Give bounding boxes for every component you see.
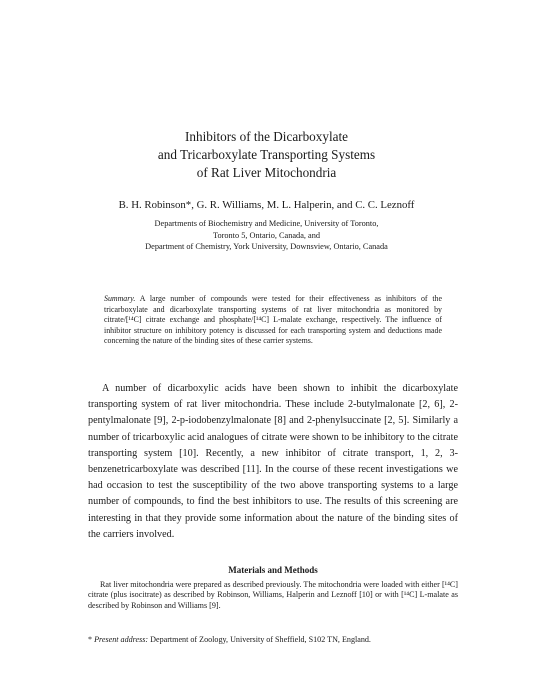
summary-abstract: [104, 294, 442, 347]
footnote: [88, 635, 468, 645]
footnote-label: Present address:: [94, 635, 149, 644]
footnote-marker: *: [88, 635, 93, 644]
affiliations: [40, 218, 493, 253]
intro-paragraph: A number of dicarboxylic acids have been shown to inhibit the dicarboxylate transporting system of rat liver mitochondria. These include 2-butylmalonate [2, 6], 2-pentylmalonate [9], 2-p-iodobenzylmalonate [8] and 2-phenylsuccinate [2, 5]. Similarly a number of tricarboxylic acid analogues of citrate were shown to be inhibitory to the citrate transporting system [10]. Recently, a new inhibitor of citrate transport, 1, 2, 3-benzenetricarboxylate was described [11]. In the course of these recent investigations we had occasion to test the susceptibility of the two above transporting systems to a large number of compounds, to find the best inhibitors to use. The results of this screening are interesting in that they provide some information about the nature of the binding sites of the carriers involved.: [88, 383, 458, 540]
intro-section: [88, 381, 458, 543]
author-list: B. H. Robinson*, G. R. Williams, M. L. Halperin, and C. C. Leznoff: [118, 199, 415, 211]
affiliation-line: Department of Chemistry, York University, Downsview, Ontario, Canada: [145, 242, 388, 252]
methods-section: [88, 580, 458, 611]
title-line: and Tricarboxylate Transporting Systems: [157, 147, 376, 162]
methods-heading: Materials and Methods: [228, 565, 318, 575]
methods-paragraph: Rat liver mitochondria were prepared as described previously. The mitochondria were loaded with either [¹⁴C] citrate (plus isocitrate) as described by Robinson, Williams, Halperin and Leznoff [10] or with [¹⁴C] L-malate as described by Robinson and Williams [9].: [88, 580, 458, 610]
title-line: of Rat Liver Mitochondria: [196, 165, 337, 180]
summary-label: Summary.: [104, 294, 136, 303]
affiliation-line: Toronto 5, Ontario, Canada, and: [212, 230, 321, 240]
footnote-text: Department of Zoology, University of Sheffield, S102 TN, England.: [150, 635, 371, 644]
summary-text: A large number of compounds were tested for their effectiveness as inhibitors of the tricarboxylate and dicarboxylate transporting systems of rat liver mitochondria as monitored by citrate/[¹⁴C] citrate exchange and phosphate/[¹⁴C] L-malate exchange, respectively. The influence of inhibitor structure on inhibitory potency is discussed for each transporting system and deductions made concerning the nature of the binding sites of these carrier systems.: [104, 294, 442, 346]
paper-title: [60, 128, 473, 182]
title-line: Inhibitors of the Dicarboxylate: [185, 129, 348, 144]
affiliation-line: Departments of Biochemistry and Medicine, University of Toronto,: [154, 219, 379, 228]
